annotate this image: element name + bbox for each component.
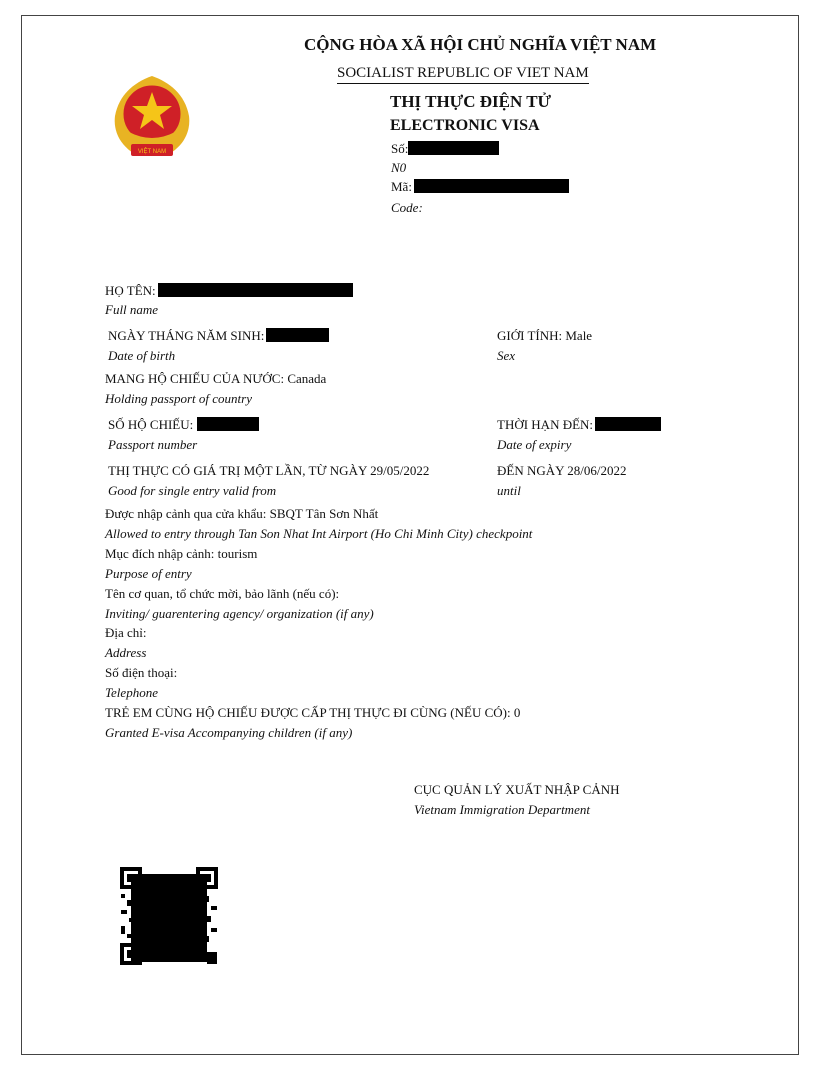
dob-label-en: Date of birth [108,348,176,363]
issuer-name-en: Vietnam Immigration Department [414,802,590,817]
children-label: TRẺ EM CÙNG HỘ CHIẾU ĐƯỢC CẤP THỊ THỰC ĐI CÙNG (NẾU CÓ): [105,705,511,720]
issuer-name-vn: CỤC QUẢN LÝ XUẤT NHẬP CẢNH [414,782,620,797]
visa-number-redacted [408,141,499,155]
address-label-en: Address [105,645,147,660]
checkpoint-label: Được nhập cảnh qua cửa khẩu: [105,506,267,521]
qr-code-redacted [119,866,219,966]
checkpoint-label-en: Allowed to entry through Tan Son Nhat Int Airport (Ho Chi Minh City) checkpoint [105,526,533,541]
dob-label: NGÀY THÁNG NĂM SINH: [108,328,265,343]
valid-from-label-en: Good for single entry valid from [108,483,277,498]
purpose-label-en: Purpose of entry [105,566,192,581]
passport-number-row [108,417,259,433]
valid-until-label-en: until [497,483,521,498]
sex-value: Male [565,328,593,343]
purpose-row [105,546,257,562]
checkpoint-row [105,506,378,522]
visa-number-row [391,141,499,157]
country-name-en: SOCIALIST REPUBLIC OF VIET NAM [337,65,589,84]
valid-from-row [108,463,429,479]
sex-label-en: Sex [497,348,516,363]
nationality-label-en: Holding passport of country [105,391,252,406]
passport-number-label-en: Passport number [108,437,198,452]
address-label: Địa chỉ: [105,625,147,640]
document-title-en: ELECTRONIC VISA [390,117,540,134]
sex-label: GIỚI TÍNH: [497,328,563,343]
valid-until-label: ĐẾN NGÀY [497,463,565,478]
children-value: 0 [513,705,521,720]
expiry-redacted [595,417,661,431]
full-name-redacted [158,283,353,297]
inviting-agency-label: Tên cơ quan, tổ chức mời, bảo lãnh (nếu có): [105,586,340,601]
checkpoint-value: SBQT Tân Sơn Nhất [269,506,379,521]
visa-code-row [391,179,569,195]
dob-row [108,328,329,344]
dob-redacted [266,328,329,342]
visa-code-label: Mã: [391,179,412,194]
valid-from-label: THỊ THỰC CÓ GIÁ TRỊ MỘT LẦN, TỪ NGÀY [108,463,367,478]
expiry-label: THỜI HẠN ĐẾN: [497,417,594,432]
expiry-row [497,417,661,433]
purpose-label: Mục đích nhập cảnh: [105,546,215,561]
valid-until-row [497,463,627,479]
valid-from-value: 29/05/2022 [370,463,430,478]
visa-code-label-en: Code: [391,200,423,215]
nationality-row [105,371,326,387]
telephone-label-en: Telephone [105,685,158,700]
emblem-text: VIỆT NAM [137,149,167,155]
document-title-vn: THỊ THỰC ĐIỆN TỬ [390,92,552,111]
children-label-en: Granted E-visa Accompanying children (if any) [105,725,353,740]
nationality-value: Canada [287,371,327,386]
nationality-label: MANG HỘ CHIẾU CỦA NƯỚC: [105,371,285,386]
children-row [105,705,520,721]
national-emblem [105,72,199,166]
visa-code-redacted [414,179,569,193]
full-name-label: HỌ TÊN: [105,283,156,298]
telephone-label: Số điện thoại: [105,665,178,680]
purpose-value: tourism [217,546,258,561]
full-name-row [105,283,353,299]
valid-until-value: 28/06/2022 [567,463,627,478]
inviting-agency-label-en: Inviting/ guarentering agency/ organization (if any) [105,606,374,621]
visa-number-label-en: N0 [391,160,407,175]
sex-row [497,328,592,344]
passport-number-label: SỐ HỘ CHIẾU: [108,417,194,432]
country-name-vn: CỘNG HÒA XÃ HỘI CHỦ NGHĨA VIỆT NAM [304,35,657,54]
passport-number-redacted [197,417,259,431]
full-name-label-en: Full name [105,302,159,317]
expiry-label-en: Date of expiry [497,437,572,452]
visa-number-label: Số: [391,141,409,156]
